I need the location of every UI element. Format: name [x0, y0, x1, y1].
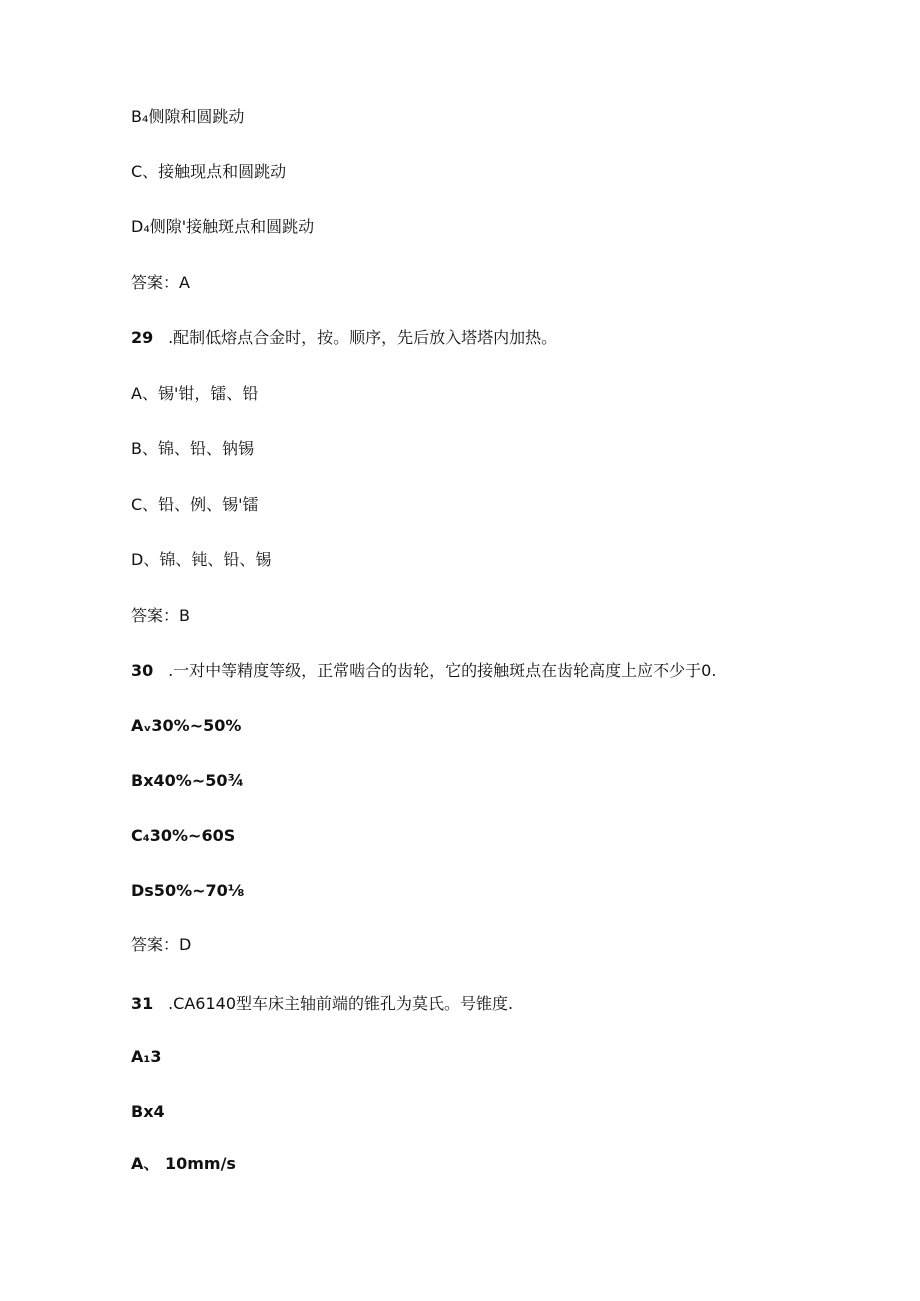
question-30 [131, 660, 716, 682]
option-a: A₁3 [131, 1047, 162, 1066]
option-b: Bx40%~50¾ [131, 771, 245, 790]
question-text: .CA6140型车床主轴前端的锥孔为莫氏。号锥度. [168, 994, 514, 1013]
option-d: D、锦、钝、铅、锡 [131, 550, 272, 569]
question-number: 30 [131, 661, 154, 680]
option-b: Bx4 [131, 1102, 165, 1121]
option-c: C₄30%~60S [131, 826, 236, 845]
option-c: C、接触现点和圆跳动 [131, 162, 287, 181]
option-a: A、锡'钳，镭、铅 [131, 384, 259, 403]
option-d: Ds50%~70⅛ [131, 881, 245, 900]
option-b: B、锦、铅、钠锡 [131, 439, 254, 458]
question-29 [131, 327, 557, 349]
answer: 答案：D [131, 935, 192, 954]
option-b: B₄侧隙和圆跳动 [131, 107, 245, 126]
question-number: 31 [131, 994, 154, 1013]
option-d: D₄侧隙'接触斑点和圆跳动 [131, 217, 315, 236]
question-number: 29 [131, 328, 154, 347]
option-a-extra: A、 10mm/s [131, 1154, 236, 1173]
answer: 答案：A [131, 273, 190, 292]
question-31 [131, 993, 513, 1015]
option-a: Aᵥ30%~50% [131, 716, 242, 735]
answer: 答案：B [131, 606, 190, 625]
question-text: .配制低熔点合金时，按。顺序，先后放入塔塔内加热。 [168, 328, 558, 347]
option-c: C、铅、例、锡'镭 [131, 495, 259, 514]
question-text: .一对中等精度等级，正常啮合的齿轮，它的接触斑点在齿轮高度上应不少于0. [168, 661, 717, 680]
